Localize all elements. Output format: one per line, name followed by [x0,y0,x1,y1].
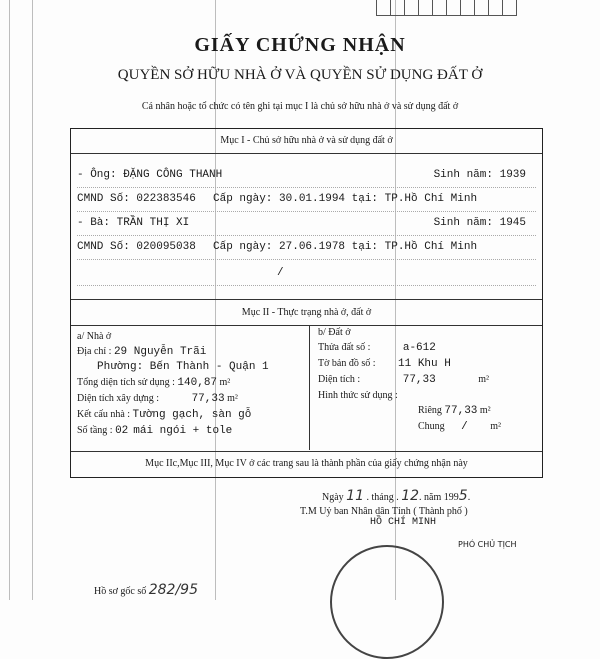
position: PHÓ CHỦ TỊCH [458,540,517,549]
owner1-birth: Sinh năm: 1939 [433,169,526,181]
map-value: 11 Khu H [398,358,451,370]
date-prefix: Ngày [322,492,344,503]
section2-heading: Mục II - Thực trạng nhà ở, đất ở [71,299,542,326]
floors-value: 02 [115,425,129,437]
date-day: 11 [346,488,364,504]
total-area-label: Tổng diện tích sử dụng : [77,377,175,388]
owner1-issued: Cấp ngày: 30.01.1994 tại: TP.Hồ Chí Minh [213,193,478,205]
record-number [94,582,198,598]
serial-number-boxes [376,0,517,16]
floors-label: Số tầng : [77,425,113,436]
address-label: Địa chỉ : [77,346,112,357]
private-value: 77,33 [444,405,478,417]
owner2-id: CMND Số: 020095038 [77,241,196,253]
land-details [309,325,537,450]
city: HỒ CHÍ MINH [370,517,437,528]
roof-value: mái ngói + tole [133,425,233,437]
unit: m² [219,377,231,388]
owner2-name: - Bà: TRẦN THỊ XI [77,217,190,229]
record-value: 282/95 [148,582,198,598]
owner1-name: - Ông: ĐẶNG CÔNG THANH [77,169,223,181]
blank-mark: / [277,267,284,279]
month-label: . tháng . [366,492,399,503]
footer-note: Mục IIc,Mục III, Mục IV ở các trang sau là thành phần của giấy chứng nhận này [71,451,542,477]
date-year-digit: 5 [458,488,468,504]
blank-row [77,267,536,286]
total-area-value: 140,87 [177,377,218,389]
shared-label: Chung [418,421,445,432]
fold-line [32,0,33,600]
unit: m² [227,393,238,404]
area-value: 77,33 [402,374,436,386]
house-details [77,329,307,439]
map-label: Tờ bản đồ số : [318,358,376,369]
plot-label: Thửa đất số : [318,342,371,353]
intro-text: Cá nhân hoặc tổ chức có tên ghi tại mục I là chủ sở hữu nhà ở và sử dụng đất ở [141,101,459,112]
year-label: . năm 199 [419,492,459,503]
unit: m² [490,421,502,432]
area-label: Diện tích : [318,374,361,385]
owner2-name-row [77,217,536,236]
shared-value: / [461,421,468,433]
address-value: 29 Nguyễn Trãi [113,346,207,358]
authority: T.M Uỷ ban Nhân dân Tỉnh ( Thành phố ) [300,506,468,517]
owner2-birth: Sinh năm: 1945 [433,217,526,229]
owner2-id-row [77,241,536,260]
structure-label: Kết cấu nhà : [77,409,131,420]
fold-line [9,0,10,600]
build-area-value: 77,33 [191,393,225,405]
owner2-issued: Cấp ngày: 27.06.1978 tại: TP.Hồ Chí Minh [213,241,478,253]
plot-value: a-612 [402,342,436,354]
signature-block: Ngày 11 . tháng . 12. năm 1995. T.M Uỷ ban Nhân dân Tỉnh ( Thành phố ) HỒ CHÍ MINH PHÓ CHỦ TỊCH [300,488,600,549]
official-stamp [330,545,444,659]
document-title: GIẤY CHỨNG NHẬN [194,34,406,56]
land-title: b/ Đất ở [318,327,351,338]
record-label: Hồ sơ gốc số [94,586,147,597]
house-title: a/ Nhà ở [77,331,112,342]
certificate-frame [70,128,543,478]
owner1-name-row [77,169,536,188]
private-label: Riêng [418,405,442,416]
document-subtitle: QUYỀN SỞ HỮU NHÀ Ở VÀ QUYỀN SỬ DỤNG ĐẤT Ở [117,67,483,83]
owner1-id: CMND Số: 022383546 [77,193,196,205]
usage-label: Hình thức sử dụng : [318,390,398,401]
ward-value: Phường: Bến Thành - Quận 1 [97,361,269,373]
date-month: 12 [401,488,420,504]
structure-value: Tường gạch, sàn gỗ [132,409,252,421]
build-area-label: Diện tích xây dựng : [77,393,160,404]
unit: m² [478,374,490,385]
unit: m² [479,405,491,416]
section1-heading: Mục I - Chủ sở hữu nhà ở và sử dụng đất ở [71,129,542,154]
owner1-id-row [77,193,536,212]
